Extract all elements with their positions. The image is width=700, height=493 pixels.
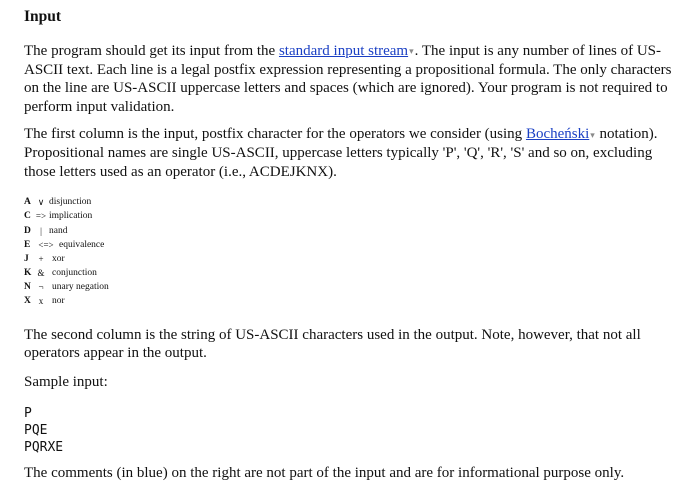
input-description-paragraph — [24, 42, 684, 116]
operator-letter: X — [24, 296, 31, 307]
operator-symbol: ¬ — [38, 282, 44, 293]
operator-symbol: => — [35, 211, 47, 222]
p1-text-after: . The input is any number of lines of US-ASCII text. Each line is a legal postfix expression representing a propositional formula. The only characters on the line are US-ASCII uppercase letters and spaces (which are ignored). Your program is not required to perform input validation. — [24, 43, 672, 115]
operator-name: implication — [49, 211, 93, 222]
operators-description-paragraph — [24, 125, 684, 181]
operator-name: nand — [49, 225, 68, 236]
operator-row — [24, 252, 684, 266]
section-heading: Input — [24, 8, 62, 25]
operator-symbol: x — [38, 296, 44, 307]
operator-symbol: & — [37, 268, 45, 279]
operator-row — [24, 238, 684, 252]
p2-text-after: notation). Propositional names are single US-ASCII, uppercase letters typically 'P', 'Q', 'R', 'S' and so on, excluding those letters used as an operator (i.e., ACDEJKNX). — [24, 126, 658, 180]
sample-input-label: Sample input: — [24, 373, 108, 390]
operator-letter: A — [24, 197, 31, 208]
operator-name: disjunction — [49, 197, 92, 208]
operator-row — [24, 294, 684, 308]
code-line: P — [24, 406, 32, 422]
code-line: PQE — [24, 423, 48, 439]
operator-row — [24, 266, 684, 280]
operator-name: conjunction — [52, 268, 97, 279]
operator-symbol: <=> — [38, 239, 54, 250]
operator-symbol: ∨ — [37, 197, 45, 208]
operator-name: nor — [52, 296, 65, 307]
operator-name: unary negation — [52, 282, 109, 293]
sample-input-code-block — [24, 405, 684, 456]
operator-row — [24, 280, 684, 294]
comments-note-paragraph: The comments (in blue) on the right are not part of the input and are for informational purpose only. — [24, 465, 625, 482]
code-line: PQRXE — [24, 440, 64, 456]
external-link-icon[interactable]: ▾ — [590, 129, 595, 140]
operator-letter: C — [24, 211, 31, 222]
p2-text-before: The first column is the input, postfix character for the operators we consider (using — [24, 126, 526, 143]
operator-name: xor — [52, 253, 65, 264]
operator-letter: K — [24, 268, 32, 279]
standard-input-stream-link[interactable]: standard input stream — [278, 43, 409, 59]
operator-name: equivalence — [59, 239, 105, 250]
operator-letter: D — [24, 225, 31, 236]
operator-row — [24, 195, 684, 209]
operator-letter: E — [24, 239, 31, 250]
operator-table — [24, 195, 684, 309]
operator-row — [24, 209, 684, 223]
operator-letter: N — [24, 282, 31, 293]
operator-row — [24, 224, 684, 238]
output-description-paragraph: The second column is the string of US-ASCII characters used in the output. Note, however, that not all operators appear in the output. — [24, 326, 641, 362]
external-link-icon[interactable]: ▾ — [409, 46, 414, 57]
document-body — [24, 6, 684, 483]
operator-letter: J — [24, 253, 29, 264]
p1-text-before: The program should get its input from the — [24, 43, 279, 59]
bochenski-link[interactable]: Bocheński — [525, 126, 590, 143]
operator-symbol: | — [40, 225, 42, 236]
operator-symbol: + — [38, 253, 44, 264]
